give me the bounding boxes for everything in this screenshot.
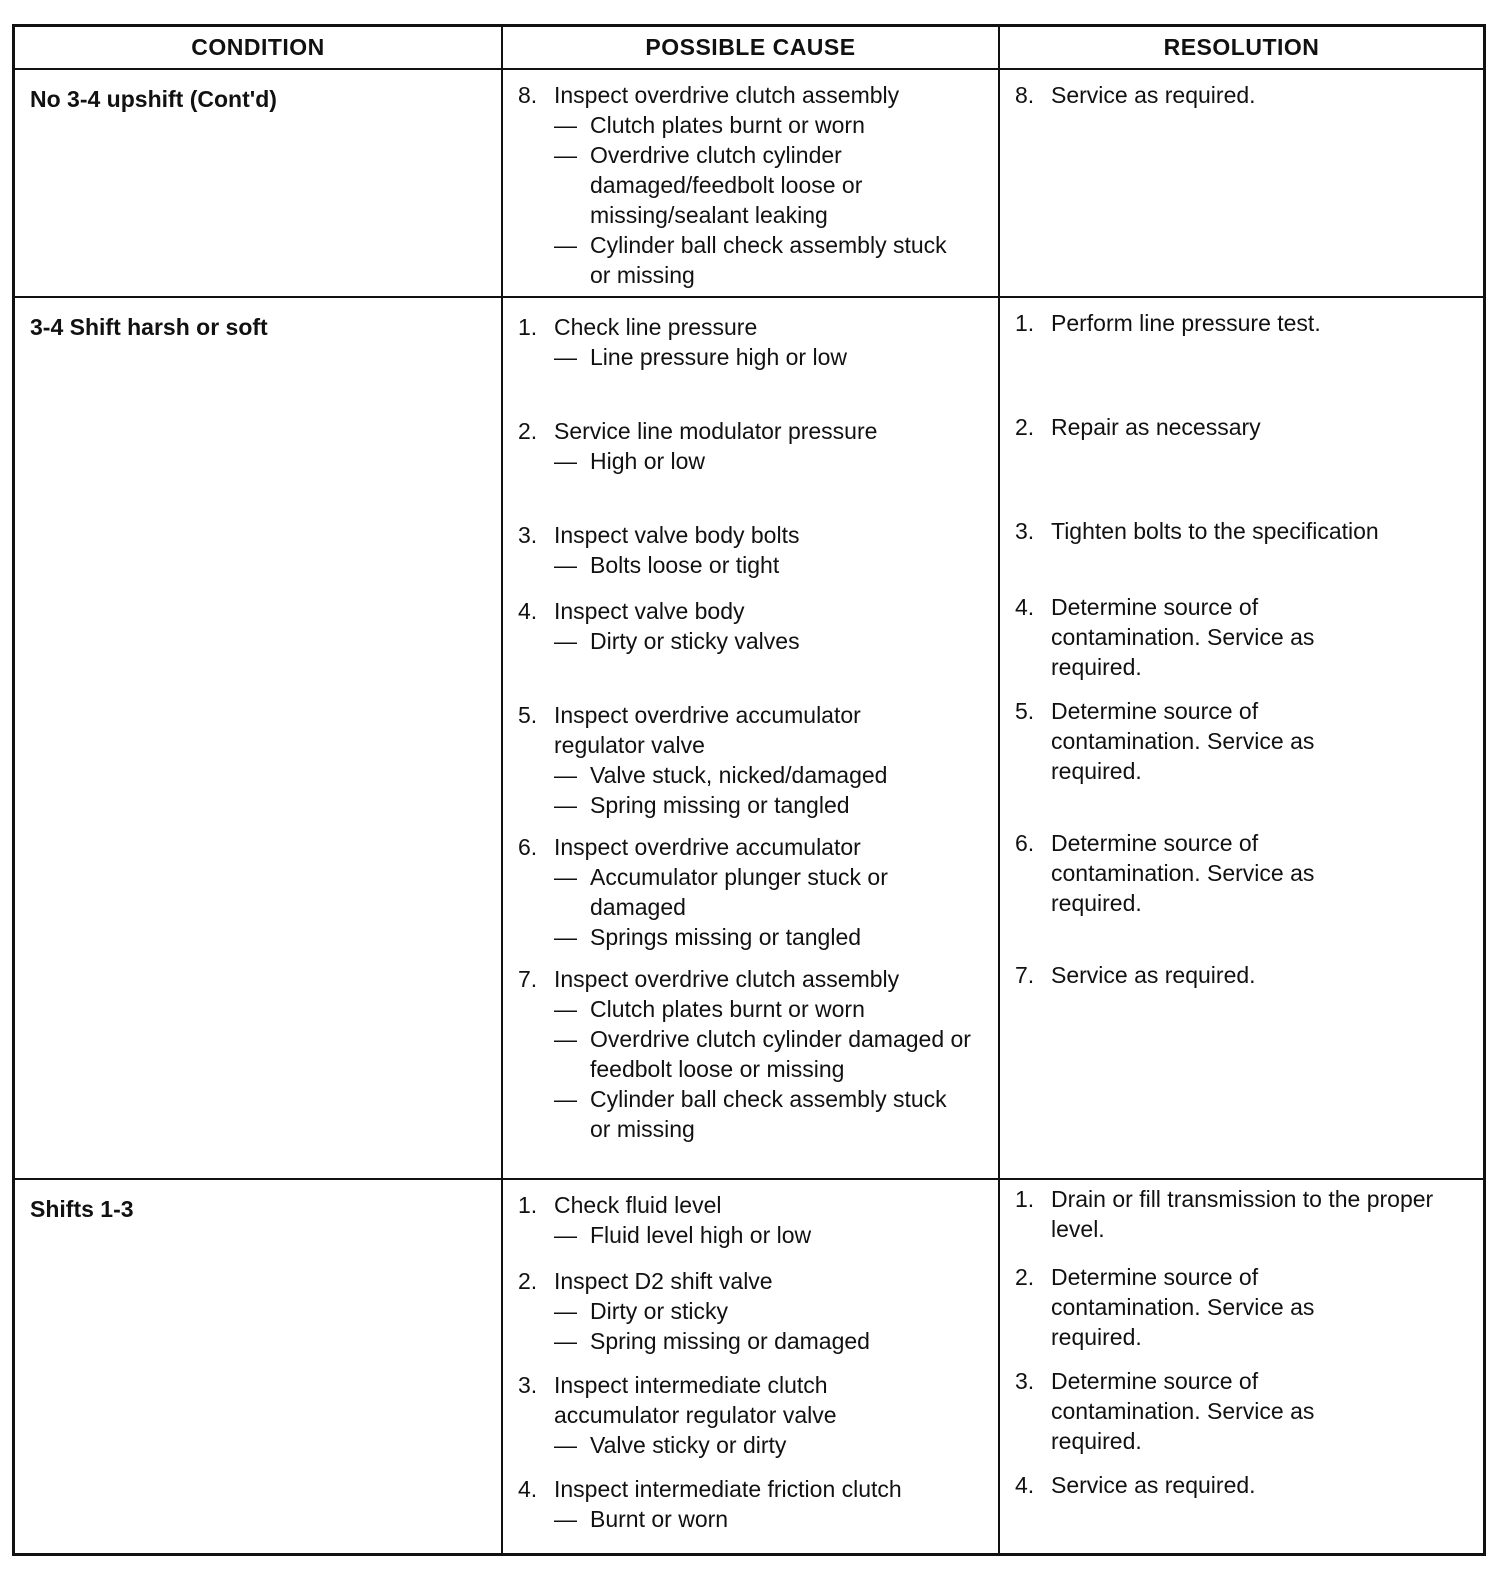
resolution-text: Service as required. [1051, 82, 1256, 108]
cause-detail: — Accumulator plunger stuck or damaged [554, 864, 888, 920]
cause-text: Inspect overdrive clutch assembly [554, 82, 900, 108]
resolution-item [1015, 696, 1475, 786]
cause-item [518, 312, 990, 372]
resolution-text: Determine source of contamination. Service as required. [1051, 594, 1315, 680]
resolution-number: 3. [1015, 518, 1035, 544]
cause-detail: — Valve sticky or dirty [554, 1432, 787, 1458]
header-resolution: RESOLUTION [1163, 34, 1320, 60]
cause-item [518, 416, 990, 476]
cause-text: Inspect valve body [554, 598, 745, 624]
resolution-number: 7. [1015, 962, 1035, 988]
resolution-text: Perform line pressure test. [1051, 310, 1321, 336]
resolution-item [1015, 828, 1475, 918]
cause-item [518, 1474, 990, 1534]
resolution-text: Determine source of contamination. Service as required. [1051, 830, 1315, 916]
resolution-item [1015, 1470, 1475, 1500]
cause-detail: — Clutch plates burnt or worn [554, 112, 865, 138]
condition-cell [15, 1180, 503, 1553]
cause-text: Inspect intermediate friction clutch [554, 1476, 902, 1502]
resolution-item [1015, 1184, 1475, 1244]
diagnosis-table [12, 24, 1486, 1556]
cause-detail: — Cylinder ball check assembly stuck or missing [554, 232, 947, 288]
resolution-number: 2. [1015, 414, 1035, 440]
cause-number: 4. [518, 598, 538, 624]
cause-text: Inspect overdrive accumulator regulator valve [554, 702, 861, 758]
cause-detail: — High or low [554, 448, 706, 474]
resolution-item [1015, 960, 1475, 990]
cause-number: 2. [518, 1268, 538, 1294]
cause-number: 3. [518, 1372, 538, 1398]
cause-number: 5. [518, 702, 538, 728]
resolution-item [1015, 80, 1475, 110]
condition-text: No 3-4 upshift (Cont'd) [30, 86, 277, 112]
resolution-text: Determine source of contamination. Service as required. [1051, 1264, 1315, 1350]
condition-cell [15, 70, 503, 296]
cause-item [518, 1190, 990, 1250]
resolution-item [1015, 412, 1475, 442]
cause-cell [503, 1180, 1000, 1553]
table-row [15, 1180, 1483, 1553]
resolution-item [1015, 308, 1475, 338]
resolution-text: Service as required. [1051, 962, 1256, 988]
cause-detail: — Bolts loose or tight [554, 552, 780, 578]
resolution-number: 3. [1015, 1368, 1035, 1394]
cause-text: Service line modulator pressure [554, 418, 878, 444]
condition-text: Shifts 1-3 [30, 1196, 134, 1222]
cause-detail: — Valve stuck, nicked/damaged [554, 762, 888, 788]
resolution-item [1015, 1262, 1475, 1352]
cause-item [518, 1266, 990, 1356]
resolution-text: Determine source of contamination. Service as required. [1051, 698, 1315, 784]
cause-detail: — Spring missing or tangled [554, 792, 850, 818]
resolution-item [1015, 516, 1475, 546]
cause-detail: — Overdrive clutch cylinder damaged/feedbolt loose or missing/sealant leaking [554, 142, 863, 228]
cause-number: 1. [518, 314, 538, 340]
resolution-text: Tighten bolts to the specification [1051, 518, 1379, 544]
cause-detail: — Overdrive clutch cylinder damaged or feedbolt loose or missing [554, 1026, 971, 1082]
cause-detail: — Burnt or worn [554, 1506, 729, 1532]
resolution-cell [1000, 1180, 1483, 1553]
resolution-item [1015, 1366, 1475, 1456]
cause-text: Check line pressure [554, 314, 758, 340]
table-row [15, 70, 1483, 298]
condition-text: 3-4 Shift harsh or soft [30, 314, 268, 340]
cause-detail: — Line pressure high or low [554, 344, 847, 370]
cause-number: 2. [518, 418, 538, 444]
cause-number: 3. [518, 522, 538, 548]
cause-detail: — Springs missing or tangled [554, 924, 862, 950]
cause-detail: — Dirty or sticky valves [554, 628, 800, 654]
header-condition: CONDITION [15, 27, 503, 68]
cause-item [518, 520, 990, 580]
cause-text: Inspect valve body bolts [554, 522, 800, 548]
cause-item [518, 964, 990, 1144]
cause-cell [503, 298, 1000, 1178]
cause-detail: — Dirty or sticky [554, 1298, 728, 1324]
cause-number: 7. [518, 966, 538, 992]
header-possible-cause: POSSIBLE CAUSE [503, 27, 1000, 68]
cause-number: 4. [518, 1476, 538, 1502]
resolution-number: 1. [1015, 1186, 1035, 1212]
resolution-cell [1000, 70, 1483, 296]
cause-text: Inspect D2 shift valve [554, 1268, 773, 1294]
cause-cell [503, 70, 1000, 296]
cause-detail: — Fluid level high or low [554, 1222, 812, 1248]
cause-text: Check fluid level [554, 1192, 722, 1218]
resolution-number: 1. [1015, 310, 1035, 336]
cause-item [518, 596, 990, 656]
cause-text: Inspect intermediate clutch accumulator regulator valve [554, 1372, 837, 1428]
resolution-text: Service as required. [1051, 1472, 1256, 1498]
resolution-item [1015, 592, 1475, 682]
resolution-number: 8. [1015, 82, 1035, 108]
cause-detail: — Clutch plates burnt or worn [554, 996, 865, 1022]
resolution-number: 5. [1015, 698, 1035, 724]
cause-text: Inspect overdrive clutch assembly [554, 966, 900, 992]
cause-detail: — Cylinder ball check assembly stuck or missing [554, 1086, 947, 1142]
cause-detail: — Spring missing or damaged [554, 1328, 870, 1354]
resolution-text: Drain or fill transmission to the proper level. [1051, 1186, 1434, 1242]
resolution-text: Determine source of contamination. Service as required. [1051, 1368, 1315, 1454]
cause-number: 6. [518, 834, 538, 860]
resolution-cell [1000, 298, 1483, 1178]
resolution-number: 6. [1015, 830, 1035, 856]
cause-item [518, 700, 990, 820]
cause-number: 8. [518, 82, 538, 108]
table-row [15, 298, 1483, 1180]
resolution-number: 2. [1015, 1264, 1035, 1290]
cause-text: Inspect overdrive accumulator [554, 834, 861, 860]
condition-cell [15, 298, 503, 1178]
cause-item [518, 80, 990, 290]
cause-number: 1. [518, 1192, 538, 1218]
table-header [15, 27, 1483, 70]
cause-item [518, 1370, 990, 1460]
cause-item [518, 832, 990, 952]
resolution-number: 4. [1015, 594, 1035, 620]
resolution-text: Repair as necessary [1051, 414, 1261, 440]
resolution-number: 4. [1015, 1472, 1035, 1498]
